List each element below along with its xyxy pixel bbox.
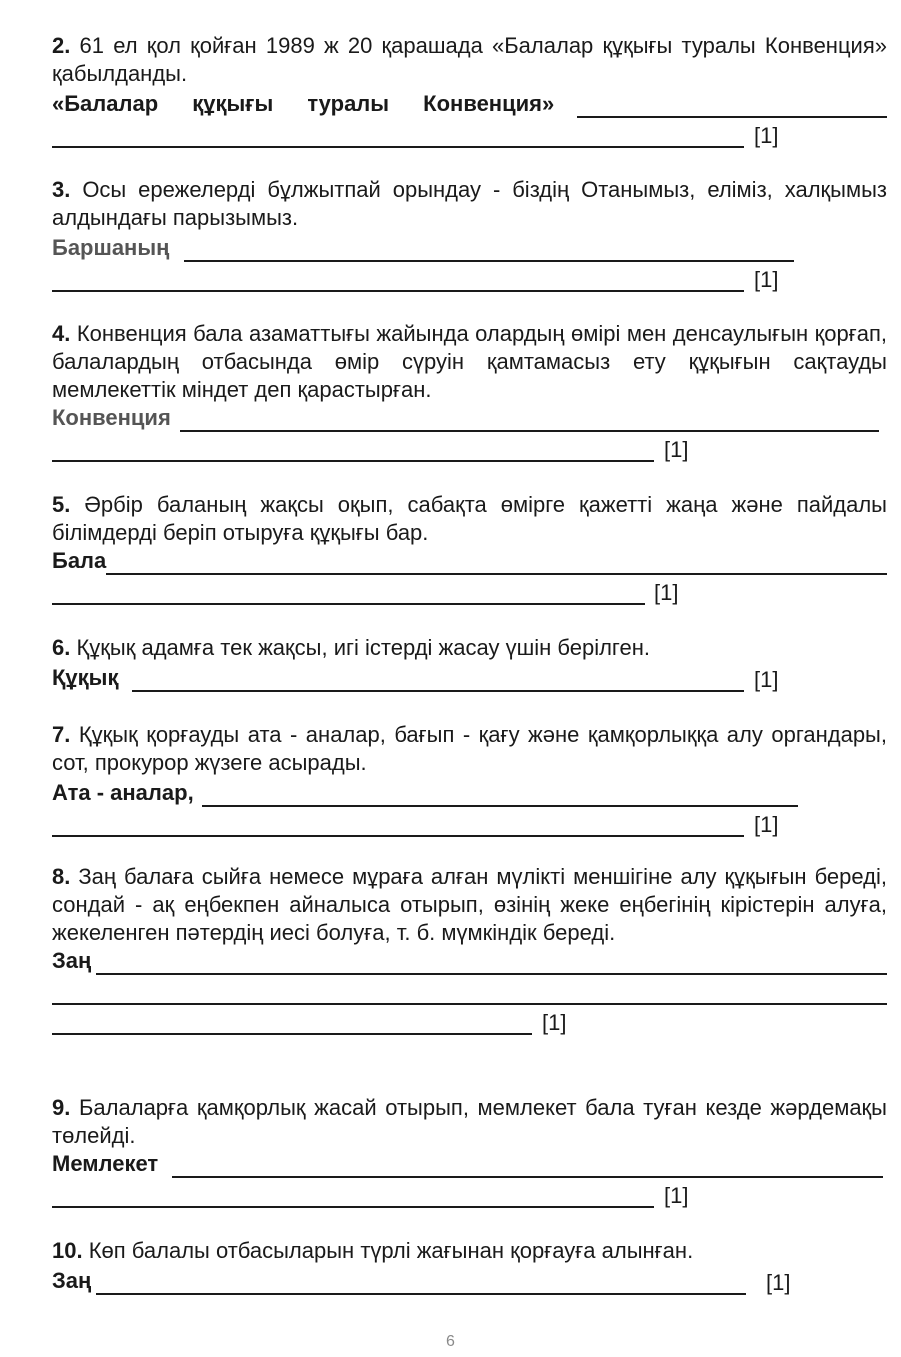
score-mark: [1] (754, 123, 779, 148)
answer-label: Мемлекет (52, 1151, 159, 1176)
question-statement (52, 863, 887, 947)
question-statement (52, 1237, 887, 1265)
question-8 (52, 863, 887, 1037)
answer-label: «Балалар құқығы туралы Конвенция» (52, 91, 555, 116)
question-7 (52, 721, 887, 839)
question-10 (52, 1237, 887, 1297)
score-mark: [1] (766, 1270, 791, 1295)
statement-text: Балаларға қамқорлық жасай отырып, мемлекет бала туған кезде жәрдемақы төлейді. (52, 1095, 887, 1148)
statement-text: Әрбір баланың жақсы оқып, сабақта өмірге қажетті жаңа және пайдалы білімдерді беріп отыруға құқығы бар. (52, 492, 887, 545)
answer-line[interactable] (180, 430, 879, 432)
question-number: 3. (52, 177, 71, 202)
question-9 (52, 1094, 887, 1210)
statement-text: Осы ережелерді бұлжытпай орындау - біздің Отанымыз, еліміз, халқымыз алдындағы парызымыз. (52, 177, 887, 230)
question-number: 10. (52, 1238, 83, 1263)
answer-line[interactable] (52, 1206, 654, 1208)
answer-line[interactable] (52, 1003, 887, 1005)
question-statement (52, 176, 887, 232)
statement-text: Көп балалы отбасыларын түрлі жағынан қорғауға алынған. (88, 1238, 694, 1263)
question-statement (52, 634, 887, 662)
answer-line[interactable] (52, 1033, 532, 1035)
score-mark: [1] (654, 580, 679, 605)
question-6 (52, 634, 887, 694)
statement-text: Құқық адамға тек жақсы, игі істерді жасау үшін берілген. (76, 635, 650, 660)
question-number: 6. (52, 635, 71, 660)
answer-label: Заң (52, 948, 92, 973)
question-4 (52, 320, 887, 464)
answer-line[interactable] (52, 835, 744, 837)
score-mark: [1] (664, 1183, 689, 1208)
score-mark: [1] (754, 267, 779, 292)
answer-label: Бала (52, 548, 107, 573)
statement-text: Заң балаға сыйға немесе мұраға алған мүлікті меншігіне алу құқығын береді, сондай - ақ еңбекпен айналыса отырып, өзінің жеке еңбегінің кірістерін алуға, жекеленген пәтердің иесі болуға, т. б. мүмкіндік береді. (52, 864, 887, 945)
question-number: 5. (52, 492, 71, 517)
question-2 (52, 32, 887, 150)
score-mark: [1] (754, 812, 779, 837)
answer-line[interactable] (52, 460, 654, 462)
question-number: 9. (52, 1095, 71, 1120)
question-3 (52, 176, 887, 294)
score-mark: [1] (754, 667, 779, 692)
answer-label: Конвенция (52, 405, 171, 430)
answer-line[interactable] (184, 260, 794, 262)
question-5 (52, 491, 887, 607)
answer-line[interactable] (577, 116, 887, 118)
answer-label: Баршаның (52, 235, 170, 260)
question-statement (52, 491, 887, 547)
statement-text: Конвенция бала азаматтығы жайында олардың өмірі мен денсаулығын қорғап, балалардың отбасында өмір сүруін қамтамасыз ету құқығын сақтауды мемлекеттік міндет деп қарастырған. (52, 321, 887, 402)
answer-label: Заң (52, 1268, 92, 1293)
answer-label: Ата - аналар, (52, 780, 194, 805)
answer-line[interactable] (52, 146, 744, 148)
question-number: 4. (52, 321, 71, 346)
answer-line[interactable] (52, 603, 645, 605)
question-statement (52, 721, 887, 777)
statement-text: Құқық қорғауды ата - аналар, бағып - қағу және қамқорлыққа алу органдары, сот, прокурор жүзеге асырады. (52, 722, 887, 775)
question-statement (52, 1094, 887, 1150)
answer-line[interactable] (202, 805, 798, 807)
question-number: 2. (52, 33, 71, 58)
answer-line[interactable] (96, 973, 887, 975)
answer-line[interactable] (172, 1176, 883, 1178)
statement-text: 61 ел қол қойған 1989 ж 20 қарашада «Балалар құқығы туралы Конвенция» қабылданды. (52, 33, 887, 86)
question-number: 7. (52, 722, 71, 747)
score-mark: [1] (542, 1010, 567, 1035)
answer-line[interactable] (96, 1293, 746, 1295)
answer-line[interactable] (52, 290, 744, 292)
question-number: 8. (52, 864, 71, 889)
answer-label: Құқық (52, 665, 119, 690)
score-mark: [1] (664, 437, 689, 462)
page-number: 6 (446, 1333, 455, 1350)
answer-line[interactable] (106, 573, 887, 575)
answer-line[interactable] (132, 690, 744, 692)
question-statement (52, 320, 887, 404)
question-statement (52, 32, 887, 88)
